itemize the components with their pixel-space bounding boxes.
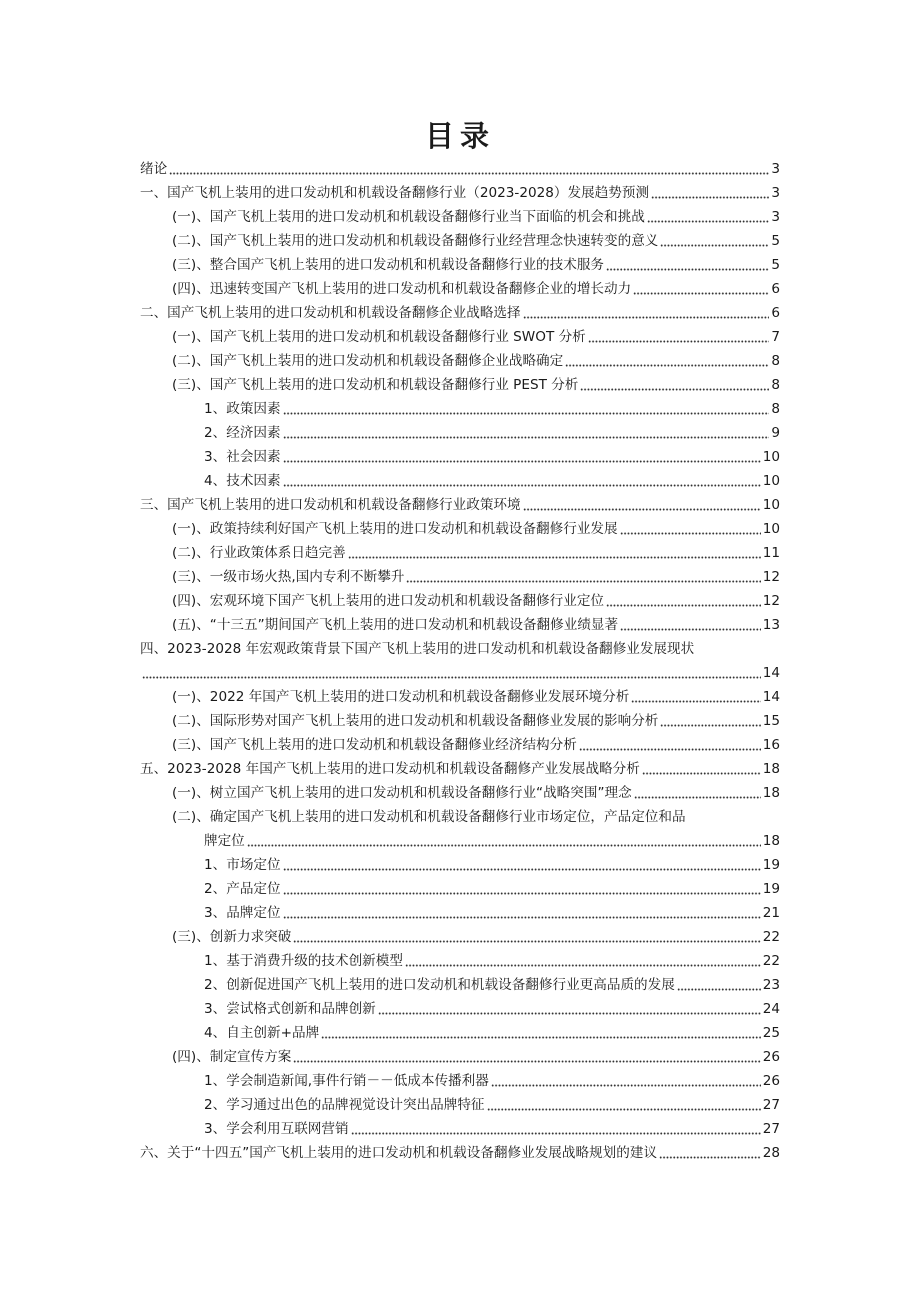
toc-page-number: 21	[762, 905, 780, 921]
toc-entry[interactable]	[140, 613, 780, 637]
toc-entry-text: 3、尝试格式创新和品牌创新	[204, 1001, 376, 1017]
dot-leader	[293, 929, 760, 943]
toc-entry[interactable]	[140, 757, 780, 781]
dot-leader	[579, 737, 761, 751]
toc-entry-text: (一)、国产飞机上装用的进口发动机和机载设备翻修行业当下面临的机会和挑战	[172, 209, 645, 225]
toc-page-number: 14	[762, 665, 780, 681]
toc-entry-text: (一)、2022 年国产飞机上装用的进口发动机和机载设备翻修业发展环境分析	[172, 689, 630, 705]
toc-entry[interactable]	[140, 805, 780, 853]
toc-page-number: 22	[762, 929, 780, 945]
toc-page-number: 10	[762, 497, 780, 513]
toc-entry[interactable]	[140, 1021, 780, 1045]
toc-entry[interactable]	[140, 565, 780, 589]
dot-leader	[283, 449, 761, 463]
dot-leader	[378, 1001, 761, 1015]
dot-leader	[634, 785, 761, 799]
toc-entry[interactable]	[140, 709, 780, 733]
toc-entry[interactable]	[140, 517, 780, 541]
toc-entry-text: (三)、整合国产飞机上装用的进口发动机和机载设备翻修行业的技术服务	[172, 257, 605, 273]
table-of-contents	[140, 157, 780, 1165]
toc-entry-text: 4、技术因素	[204, 473, 281, 489]
dot-leader	[405, 953, 761, 967]
toc-entry-text: 1、政策因素	[204, 401, 281, 417]
toc-entry-text: 1、市场定位	[204, 857, 281, 873]
dot-leader	[660, 713, 760, 727]
toc-entry[interactable]	[140, 205, 780, 229]
toc-entry[interactable]	[140, 853, 780, 877]
toc-entry-text: (三)、国产飞机上装用的进口发动机和机载设备翻修行业 PEST 分析	[172, 377, 579, 393]
toc-page-number: 18	[762, 833, 780, 849]
dot-leader	[406, 569, 760, 583]
toc-entry-text: 3、学会利用互联网营销	[204, 1121, 349, 1137]
toc-page-number: 19	[762, 881, 780, 897]
toc-page-number: 24	[762, 1001, 780, 1017]
toc-entry-text: 二、国产飞机上装用的进口发动机和机载设备翻修企业战略选择	[140, 305, 521, 321]
toc-entry[interactable]	[140, 397, 780, 421]
dot-leader	[588, 329, 770, 343]
toc-entry-text: 2、学习通过出色的品牌视觉设计突出品牌特征	[204, 1097, 485, 1113]
toc-page-number: 8	[771, 353, 780, 369]
toc-entry-text: (一)、政策持续利好国产飞机上装用的进口发动机和机载设备翻修行业发展	[172, 521, 618, 537]
toc-entry[interactable]	[140, 373, 780, 397]
toc-page-number: 12	[762, 593, 780, 609]
toc-page-number: 13	[762, 617, 780, 633]
toc-entry-text: 3、品牌定位	[204, 905, 281, 921]
dot-leader	[283, 401, 770, 415]
toc-page-number: 8	[771, 401, 780, 417]
toc-page-number: 9	[771, 425, 780, 441]
toc-entry-text: 2、产品定位	[204, 881, 281, 897]
toc-entry-text: (四)、宏观环境下国产飞机上装用的进口发动机和机载设备翻修行业定位	[172, 593, 605, 609]
dot-leader	[647, 209, 770, 223]
toc-entry[interactable]	[140, 589, 780, 613]
toc-page-number: 3	[771, 209, 780, 225]
toc-entry[interactable]	[140, 973, 780, 997]
toc-entry-text: (二)、国际形势对国产飞机上装用的进口发动机和机载设备翻修业发展的影响分析	[172, 713, 659, 729]
toc-entry[interactable]	[140, 1069, 780, 1093]
toc-entry[interactable]	[140, 733, 780, 757]
toc-entry-text: 3、社会因素	[204, 449, 281, 465]
toc-entry[interactable]	[140, 1117, 780, 1141]
toc-entry-text: (二)、国产飞机上装用的进口发动机和机载设备翻修企业战略确定	[172, 353, 564, 369]
toc-entry-text: (四)、迅速转变国产飞机上装用的进口发动机和机载设备翻修企业的增长动力	[172, 281, 632, 297]
toc-entry-text: 四、2023-2028 年宏观政策背景下国产飞机上装用的进口发动机和机载设备翻修业发展现状	[140, 641, 695, 657]
toc-entry-text: 2、经济因素	[204, 425, 281, 441]
toc-page-number: 26	[762, 1073, 780, 1089]
toc-entry[interactable]	[140, 781, 780, 805]
dot-leader	[642, 761, 761, 775]
dot-leader	[606, 257, 769, 271]
toc-entry[interactable]	[140, 157, 780, 181]
toc-entry[interactable]	[140, 301, 780, 325]
toc-entry-text: 一、国产飞机上装用的进口发动机和机载设备翻修行业（2023-2028）发展趋势预测	[140, 185, 650, 201]
toc-page-number: 6	[771, 281, 780, 297]
toc-page-number: 26	[762, 1049, 780, 1065]
toc-entry[interactable]	[140, 493, 780, 517]
toc-page-number: 14	[762, 689, 780, 705]
toc-entry[interactable]	[140, 1093, 780, 1117]
dot-leader	[293, 1049, 760, 1063]
dot-leader	[283, 905, 761, 919]
toc-page-number: 10	[762, 521, 780, 537]
toc-title: 目录	[424, 119, 495, 153]
toc-entry-text: (四)、制定宣传方案	[172, 1049, 292, 1065]
toc-page-number: 7	[771, 329, 780, 345]
toc-page-number: 16	[762, 737, 780, 753]
toc-entry[interactable]	[140, 469, 780, 493]
toc-entry[interactable]	[140, 181, 780, 205]
dot-leader	[620, 617, 761, 631]
toc-page-number: 6	[771, 305, 780, 321]
toc-entry[interactable]	[140, 925, 780, 949]
toc-page-number: 18	[762, 761, 780, 777]
dot-leader	[631, 689, 760, 703]
toc-entry[interactable]	[140, 685, 780, 709]
toc-entry[interactable]	[140, 349, 780, 373]
toc-entry-text: (二)、国产飞机上装用的进口发动机和机载设备翻修行业经营理念快速转变的意义	[172, 233, 659, 249]
toc-entry-text: 三、国产飞机上装用的进口发动机和机载设备翻修行业政策环境	[140, 497, 521, 513]
toc-entry-text: (二)、确定国产飞机上装用的进口发动机和机载设备翻修行业市场定位，产品定位和品	[172, 809, 686, 825]
dot-leader	[348, 545, 761, 559]
dot-leader	[659, 1145, 761, 1159]
toc-entry-text: (五)、“十三五”期间国产飞机上装用的进口发动机和机载设备翻修业绩显著	[172, 617, 619, 633]
dot-leader	[169, 161, 769, 175]
dot-leader	[633, 281, 769, 295]
toc-page-number: 5	[771, 257, 780, 273]
toc-entry-text: 4、自主创新+品牌	[204, 1025, 320, 1041]
dot-leader	[247, 833, 761, 847]
dot-leader	[651, 185, 769, 199]
dot-leader	[283, 881, 761, 895]
toc-entry-text: (三)、一级市场火热,国内专利不断攀升	[172, 569, 405, 585]
toc-entry-text: 1、学会制造新闻,事件行销－－低成本传播利器	[204, 1073, 489, 1089]
dot-leader	[491, 1073, 761, 1087]
toc-entry[interactable]	[140, 421, 780, 445]
toc-page-number: 27	[762, 1097, 780, 1113]
dot-leader	[523, 305, 770, 319]
toc-entry-text: (二)、行业政策体系日趋完善	[172, 545, 346, 561]
dot-leader	[283, 473, 761, 487]
toc-page-number: 23	[762, 977, 780, 993]
toc-entry[interactable]	[140, 877, 780, 901]
toc-page-number: 28	[762, 1145, 780, 1161]
toc-entry[interactable]	[140, 229, 780, 253]
dot-leader	[321, 1025, 760, 1039]
dot-leader	[283, 425, 770, 439]
toc-page-number: 15	[762, 713, 780, 729]
toc-entry[interactable]	[140, 637, 780, 685]
toc-entry[interactable]	[140, 1045, 780, 1069]
toc-entry[interactable]	[140, 445, 780, 469]
toc-page-number: 22	[762, 953, 780, 969]
dot-leader	[565, 353, 769, 367]
toc-page-number: 8	[771, 377, 780, 393]
toc-entry[interactable]	[140, 277, 780, 301]
dot-leader	[660, 233, 769, 247]
toc-entry[interactable]	[140, 253, 780, 277]
toc-entry[interactable]	[140, 541, 780, 565]
toc-page-number: 3	[771, 185, 780, 201]
toc-page-number: 12	[762, 569, 780, 585]
dot-leader	[487, 1097, 761, 1111]
toc-entry-text: (三)、国产飞机上装用的进口发动机和机载设备翻修业经济结构分析	[172, 737, 577, 753]
toc-entry[interactable]	[140, 949, 780, 973]
toc-page-number: 19	[762, 857, 780, 873]
toc-entry-text: 五、2023-2028 年国产飞机上装用的进口发动机和机载设备翻修产业发展战略分析	[140, 761, 640, 777]
toc-entry-text: 1、基于消费升级的技术创新模型	[204, 953, 403, 969]
toc-page-number: 5	[771, 233, 780, 249]
toc-page-number: 11	[762, 545, 780, 561]
dot-leader	[677, 977, 761, 991]
toc-page-number: 18	[762, 785, 780, 801]
toc-page-number: 27	[762, 1121, 780, 1137]
toc-entry[interactable]	[140, 901, 780, 925]
dot-leader	[142, 665, 761, 679]
toc-entry-text: 2、创新促进国产飞机上装用的进口发动机和机载设备翻修行业更高品质的发展	[204, 977, 675, 993]
toc-entry-text: 六、关于“十四五”国产飞机上装用的进口发动机和机载设备翻修业发展战略规划的建议	[140, 1145, 658, 1161]
dot-leader	[580, 377, 769, 391]
toc-entry-text: (一)、国产飞机上装用的进口发动机和机载设备翻修行业 SWOT 分析	[172, 329, 586, 345]
toc-entry-text: 绪论	[140, 161, 168, 177]
dot-leader	[523, 497, 761, 511]
dot-leader	[606, 593, 761, 607]
toc-page-number: 25	[762, 1025, 780, 1041]
toc-entry[interactable]	[140, 997, 780, 1021]
dot-leader	[283, 857, 761, 871]
toc-entry-text: (三)、创新力求突破	[172, 929, 292, 945]
toc-entry-text: (一)、树立国产飞机上装用的进口发动机和机载设备翻修行业“战略突围”理念	[172, 785, 632, 801]
toc-entry[interactable]	[140, 1141, 780, 1165]
dot-leader	[351, 1121, 761, 1135]
toc-entry-text-continued: 牌定位	[204, 833, 245, 849]
toc-page-number: 10	[762, 449, 780, 465]
toc-page-number: 3	[771, 161, 780, 177]
toc-page-number: 10	[762, 473, 780, 489]
toc-entry[interactable]	[140, 325, 780, 349]
dot-leader	[620, 521, 761, 535]
